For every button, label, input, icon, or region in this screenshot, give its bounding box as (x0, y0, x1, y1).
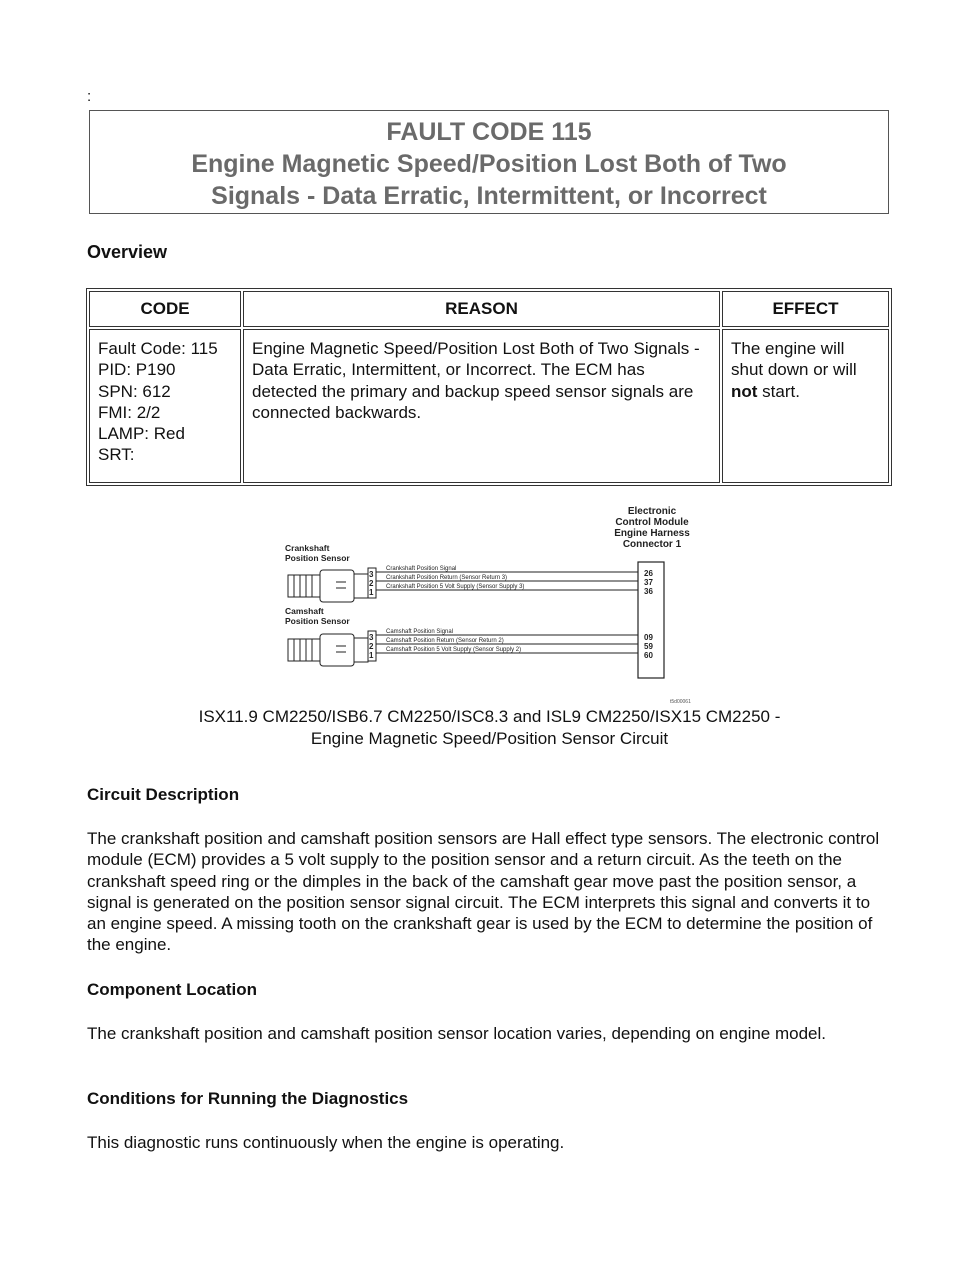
crank-pin-label: 2 (369, 579, 374, 588)
crank-wire-label: Crankshaft Position 5 Volt Supply (Sensor Supply 3) (386, 584, 525, 590)
code-line: PID: P190 (98, 360, 176, 380)
cam-wire-label: Camshaft Position Return (Sensor Return 2) (386, 638, 504, 644)
circuit-diagram (280, 500, 720, 710)
code-line: SPN: 612 (98, 381, 171, 401)
table-row (89, 329, 889, 483)
crank-sensor-label: Position Sensor (285, 553, 350, 563)
ecm-pin-label: 37 (644, 578, 653, 587)
overview-heading: Overview (87, 242, 168, 262)
code-column-header: CODE (89, 291, 241, 327)
fault-title-box (89, 110, 889, 214)
fault-title-line-2: Engine Magnetic Speed/Position Lost Both of Two (191, 150, 787, 178)
effect-column-header: EFFECT (722, 291, 889, 327)
code-line: FMI: 2/2 (98, 402, 161, 422)
effect-emphasis: not (731, 381, 758, 401)
conditions-text: This diagnostic runs continuously when the engine is operating. (87, 1133, 565, 1152)
crank-sensor-shape (288, 570, 368, 602)
cam-wire-label: Camshaft Position Signal (386, 629, 454, 635)
overview-table (86, 288, 892, 486)
conditions-heading: Conditions for Running the Diagnostics (87, 1089, 409, 1108)
crank-wire-label: Crankshaft Position Return (Sensor Return 3) (386, 575, 508, 581)
effect-text-end: start. (757, 381, 800, 401)
ecm-label-line: Electronic (627, 506, 677, 517)
ecm-pin-label: 36 (644, 587, 653, 596)
circuit-description-heading: Circuit Description (87, 785, 240, 804)
reason-column-header: REASON (243, 291, 720, 327)
crank-pin-label: 3 (369, 570, 374, 579)
ecm-pin-label: 26 (644, 569, 653, 578)
code-line: Fault Code: 115 (98, 339, 218, 358)
ecm-pin-label: 09 (644, 633, 653, 642)
code-line: LAMP: Red (98, 424, 185, 444)
cam-wire-label: Camshaft Position 5 Volt Supply (Sensor Supply 2) (386, 647, 522, 653)
cam-sensor-label: Position Sensor (285, 616, 350, 626)
caption-line: Engine Magnetic Speed/Position Sensor Circuit (310, 729, 669, 748)
ecm-pin-label: 60 (644, 651, 653, 660)
diagram-caption (87, 706, 892, 750)
component-location-heading: Component Location (87, 980, 257, 999)
cam-pin-label: 1 (369, 651, 374, 660)
fault-code-title: FAULT CODE 115 (386, 118, 592, 146)
caption-line: ISX11.9 CM2250/ISB6.7 CM2250/ISC8.3 and ISL9 CM2250/ISX15 CM2250 - (198, 707, 781, 726)
ecm-label-line: Connector 1 (622, 539, 682, 550)
table-header-row (89, 291, 889, 327)
code-line: SRT: (98, 445, 135, 465)
ecm-pin-label: 59 (644, 642, 653, 651)
page-prefix: : (87, 88, 92, 105)
cam-pin-label: 2 (369, 642, 374, 651)
circuit-description-text: The crankshaft position and camshaft position sensors are Hall effect type sensors. The electronic control module (ECM) provides a 5 volt supply to the position sensor and a return circuit. As the teeth on the crankshaft speed ring or the dimples in the back of the camshaft gear move past the position sensor, a signal is generated on the position sensor signal circuit. The ECM interprets this signal and converts it to an engine speed. A missing tooth on the crankshaft gear is used by the ECM to determine the position of the engine. (87, 829, 880, 955)
code-cell (89, 329, 241, 483)
cam-sensor-label: Camshaft (285, 606, 324, 616)
crank-pin-label: 1 (369, 588, 374, 597)
effect-text: The engine will shut down or will (731, 339, 857, 380)
reason-cell: Engine Magnetic Speed/Position Lost Both of Two Signals - Data Erratic, Intermittent, or Incorrect. The ECM has detected the primary and backup speed sensor signals are connected backwards. (243, 329, 720, 483)
cam-pin-label: 3 (369, 633, 374, 642)
component-location-text: The crankshaft position and camshaft position sensor location varies, depending on engine model. (87, 1024, 827, 1043)
fault-title-line-3: Signals - Data Erratic, Intermittent, or Incorrect (211, 182, 767, 210)
ecm-label-line: Control Module (615, 517, 689, 528)
crank-wire-label: Crankshaft Position Signal (386, 566, 457, 572)
crank-sensor-label: Crankshaft (285, 543, 330, 553)
effect-cell (722, 329, 889, 483)
cam-sensor-shape (288, 634, 368, 666)
figure-id: t5d00061 (670, 699, 691, 705)
ecm-label-line: Engine Harness (614, 528, 690, 539)
